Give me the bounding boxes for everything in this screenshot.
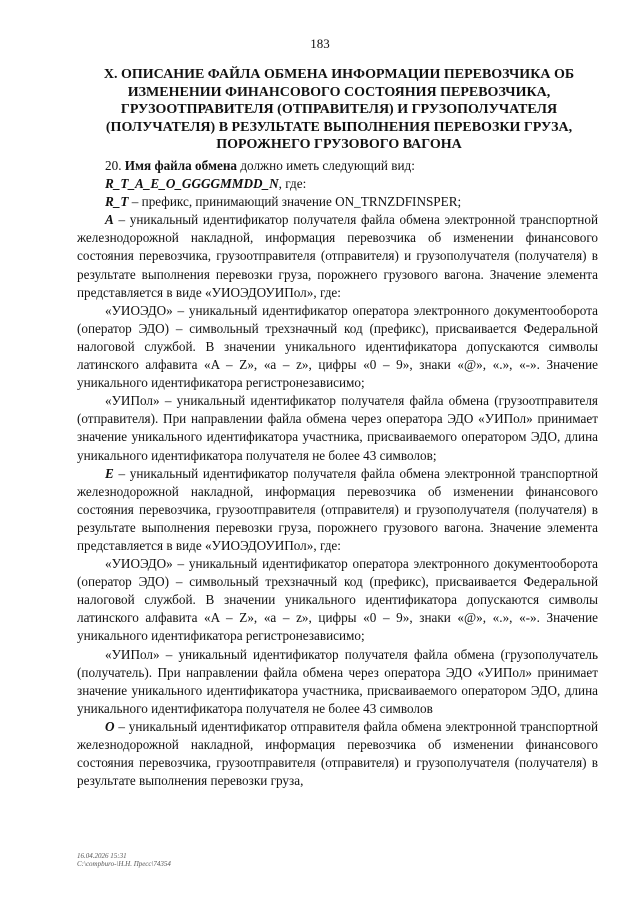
- paragraph-number: 20.: [105, 158, 125, 173]
- paragraph-text: должно иметь следующий вид:: [237, 158, 415, 173]
- file-name-pattern: [77, 175, 598, 193]
- e-uioedo-paragraph: «УИОЭДО» – уникальный идентификатор оператора электронного документооборота (оператор ЭДО) – символьный трехзначный код (префикс), присваивается Федеральной налоговой службой. В значении уникального идентификатора допускаются символы латинского алфавита «A – Z», «a – z», цифры «0 – 9», знаки «@», «.», «-». Значение уникального идентификатора регистронезависимо;: [77, 556, 598, 644]
- e-uipol-paragraph: «УИПол» – уникальный идентификатор получателя файла обмена (грузополучатель (получатель). При направлении файла обмена через оператора ЭДО «УИПол» принимает значение уникального идентификатора участника, присваиваемого оператором ЭДО, длина уникального идентификатора получателя не более 43 символов: [77, 646, 598, 716]
- o-term: O: [105, 718, 115, 734]
- o-text: – уникальный идентификатор отправителя файла обмена электронной транспортной железнодорожной накладной, информация перевозчика об изменении финансового состояния перевозчика, грузоотправителя (отправителя) и грузополучателя (получателя) в результате выполнения перевозки груза,: [77, 718, 598, 789]
- term-file-name: Имя файла обмена: [124, 158, 238, 173]
- document-body: [77, 157, 598, 790]
- pattern-text: , где:: [278, 176, 307, 192]
- e-term: E: [105, 465, 114, 481]
- print-stamp: [77, 852, 171, 868]
- pattern-code: R_T_A_E_O_GGGGMMDD_N: [105, 176, 279, 192]
- a-term: A: [105, 212, 114, 228]
- section-heading: X. ОПИСАНИЕ ФАЙЛА ОБМЕНА ИНФОРМАЦИИ ПЕРЕВОЗЧИКА ОБ ИЗМЕНЕНИИ ФИНАНСОВОГО СОСТОЯНИЯ ПЕРЕВОЗЧИКА, ГРУЗООТПРАВИТЕЛЯ (ОТПРАВИТЕЛЯ) И ГРУЗОПОЛУЧАТЕЛЯ (ПОЛУЧАТЕЛЯ) В РЕЗУЛЬТАТЕ ВЫПОЛНЕНИЯ ПЕРЕВОЗКИ ГРУЗА, ПОРОЖНЕГО ГРУЗОВОГО ВАГОНА: [103, 67, 575, 152]
- a-text: – уникальный идентификатор получателя файла обмена электронной транспортной железнодорожной накладной, информация перевозчика об изменении финансового состояния перевозчика, грузоотправителя (отправителя) и грузополучателя (получателя) в результате выполнения перевозки груза, порожнего грузового вагона. Значение элемента представляется в виде «УИОЭДОУИПол», где:: [77, 212, 598, 300]
- a-definition: [77, 211, 598, 301]
- prefix-definition: [77, 193, 598, 211]
- a-uipol-paragraph: «УИПол» – уникальный идентификатор получателя файла обмена (грузоотправителя (отправителя). При направлении файла обмена через оператора ЭДО «УИПол» принимает значение уникального идентификатора участника, присваиваемого оператором ЭДО, длина уникального идентификатора получателя не более 43 символов;: [77, 393, 598, 463]
- paragraph-20: [77, 157, 598, 175]
- stamp-path: С:\compburo-\Н.Н. Пресс\74354: [77, 860, 171, 868]
- o-definition: [77, 718, 598, 790]
- prefix-term: R_T: [105, 194, 129, 210]
- prefix-text: – префикс, принимающий значение ON_TRNZDFINSPER;: [128, 194, 462, 210]
- a-uioedo-paragraph: «УИОЭДО» – уникальный идентификатор оператора электронного документооборота (оператор ЭДО) – символьный трехзначный код (префикс), присваивается Федеральной налоговой службой. В значении уникального идентификатора допускаются символы латинского алфавита «A – Z», «a – z», цифры «0 – 9», знаки «@», «.», «-». Значение уникального идентификатора регистронезависимо;: [77, 302, 598, 391]
- page-number: 183: [310, 36, 330, 51]
- stamp-date: 16.04.2026 15:31: [77, 852, 127, 860]
- e-text: – уникальный идентификатор получателя файла обмена электронной транспортной железнодорожной накладной, информация перевозчика об изменении финансового состояния перевозчика, грузоотправителя (отправителя) и грузополучателя (получателя) в результате выполнения перевозки груза, порожнего грузового вагона. Значение элемента представляется в виде «УИОЭДОУИПол», где:: [77, 465, 598, 553]
- e-definition: [77, 465, 598, 555]
